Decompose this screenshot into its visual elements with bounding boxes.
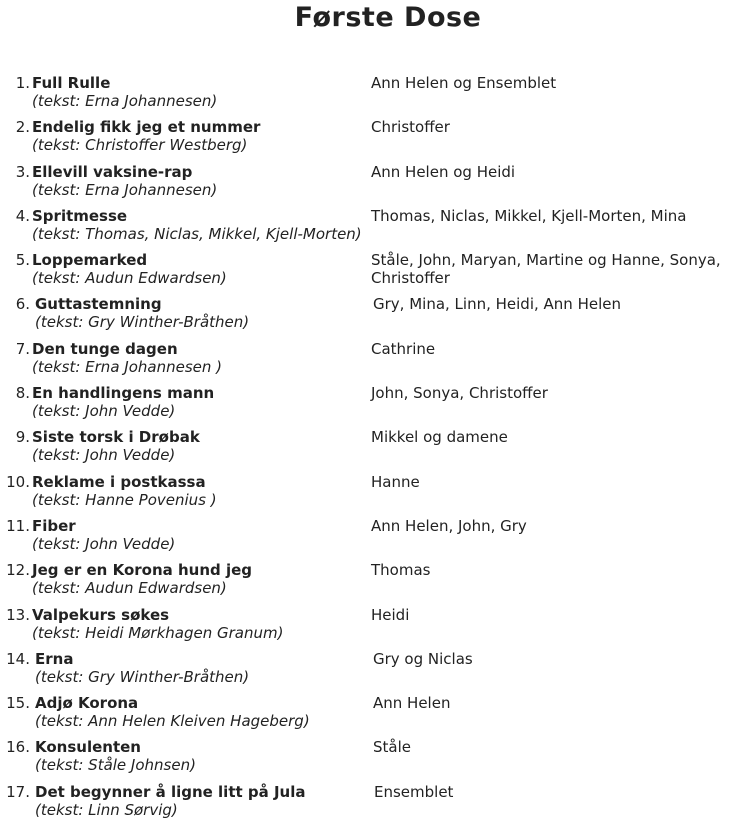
song-credit: (tekst: Erna Johannesen) xyxy=(32,92,218,110)
song-performers: Ståle xyxy=(373,738,411,757)
song-number: 17. xyxy=(6,782,30,801)
song-credit: (tekst: Linn Sørvig) xyxy=(35,800,178,819)
song-number: 2. xyxy=(15,118,30,137)
song-performers: Gry og Niclas xyxy=(373,649,473,668)
song-number: 16. xyxy=(6,738,30,757)
song-title: Konsulenten xyxy=(35,738,141,757)
song-row xyxy=(0,606,756,650)
song-credit: (tekst: Erna Johannesen ) xyxy=(32,357,222,376)
song-title: Full Rulle xyxy=(32,74,111,92)
song-row xyxy=(0,473,756,517)
song-row xyxy=(0,517,756,561)
song-performers: Thomas, Niclas, Mikkel, Kjell-Morten, Mina xyxy=(371,206,687,225)
song-performers: Ann Helen og Ensemblet xyxy=(371,74,557,92)
song-row xyxy=(0,650,756,694)
song-performers: Cathrine xyxy=(371,339,436,358)
song-title: Loppemarked xyxy=(32,251,148,270)
song-performers: Christoffer xyxy=(371,118,450,137)
song-number: 15. xyxy=(6,694,30,713)
song-number: 8. xyxy=(15,384,30,403)
song-number: 5. xyxy=(15,251,30,270)
song-number: 4. xyxy=(15,206,30,225)
song-title: Det begynner å ligne litt på Jula xyxy=(35,782,306,801)
song-performers: Ensemblet xyxy=(374,782,454,801)
song-number: 3. xyxy=(15,162,30,181)
song-credit: (tekst: Audun Edwardsen) xyxy=(32,579,227,598)
song-number: 6. xyxy=(15,295,30,314)
song-credit: (tekst: Erna Johannesen) xyxy=(32,180,218,199)
song-performers: Gry, Mina, Linn, Heidi, Ann Helen xyxy=(373,295,621,314)
song-number: 9. xyxy=(15,428,30,447)
song-title: Fiber xyxy=(32,516,76,535)
song-title: Ellevill vaksine-rap xyxy=(32,162,193,181)
song-credit: (tekst: Ståle Johnsen) xyxy=(35,756,196,775)
song-number: 7. xyxy=(15,339,30,358)
song-row xyxy=(0,74,756,118)
song-row xyxy=(0,340,756,384)
song-row xyxy=(0,251,756,295)
song-number: 13. xyxy=(6,605,30,624)
page-title: Første Dose xyxy=(294,2,482,33)
song-performers: Ann Helen xyxy=(373,694,451,713)
song-credit: (tekst: John Vedde) xyxy=(32,446,176,465)
song-row xyxy=(0,783,756,827)
song-number: 14. xyxy=(6,649,30,668)
song-title: Erna xyxy=(35,649,74,668)
song-performers: John, Sonya, Christoffer xyxy=(371,384,548,403)
song-credit: (tekst: Ann Helen Kleiven Hageberg) xyxy=(35,712,310,731)
song-performers: Ann Helen, John, Gry xyxy=(371,516,527,535)
song-row xyxy=(0,428,756,472)
song-title: Reklame i postkassa xyxy=(32,472,206,491)
song-performers: Mikkel og damene xyxy=(371,428,508,447)
song-credit: (tekst: John Vedde) xyxy=(32,402,176,421)
song-title: Jeg er en Korona hund jeg xyxy=(32,561,253,580)
song-title: Siste torsk i Drøbak xyxy=(32,428,200,447)
song-credit: (tekst: Audun Edwardsen) xyxy=(32,269,227,288)
song-row xyxy=(0,384,756,428)
song-credit: (tekst: Hanne Povenius ) xyxy=(32,490,217,509)
song-title: En handlingens mann xyxy=(32,384,215,403)
song-row xyxy=(0,118,756,162)
song-credit: (tekst: Thomas, Niclas, Mikkel, Kjell-Morten) xyxy=(32,224,362,243)
song-title: Den tunge dagen xyxy=(32,339,178,358)
song-number: 10. xyxy=(6,472,30,491)
song-number: 12. xyxy=(6,561,30,580)
song-row xyxy=(0,207,756,251)
song-title: Adjø Korona xyxy=(35,694,139,713)
program-list xyxy=(0,74,756,827)
song-performers: Hanne xyxy=(371,472,420,491)
song-performers: Ståle, John, Maryan, Martine og Hanne, Sonya, Christoffer xyxy=(371,251,721,288)
song-row xyxy=(0,738,756,782)
song-title: Spritmesse xyxy=(32,206,128,225)
song-number: 11. xyxy=(6,516,30,535)
song-credit: (tekst: Gry Winther-Bråthen) xyxy=(35,313,250,332)
song-credit: (tekst: Heidi Mørkhagen Granum) xyxy=(32,623,284,642)
song-credit: (tekst: Gry Winther-Bråthen) xyxy=(35,667,250,686)
song-credit: (tekst: Christoffer Westberg) xyxy=(32,136,248,155)
song-row xyxy=(0,295,756,339)
song-performers: Ann Helen og Heidi xyxy=(371,162,516,181)
song-performers: Thomas xyxy=(371,561,431,580)
song-title: Valpekurs søkes xyxy=(32,605,170,624)
song-row xyxy=(0,694,756,738)
song-credit: (tekst: John Vedde) xyxy=(32,534,176,553)
song-row xyxy=(0,561,756,605)
song-number: 1. xyxy=(15,74,30,92)
song-row xyxy=(0,163,756,207)
song-title: Guttastemning xyxy=(35,295,162,314)
song-title: Endelig fikk jeg et nummer xyxy=(32,118,261,137)
song-performers: Heidi xyxy=(371,605,410,624)
